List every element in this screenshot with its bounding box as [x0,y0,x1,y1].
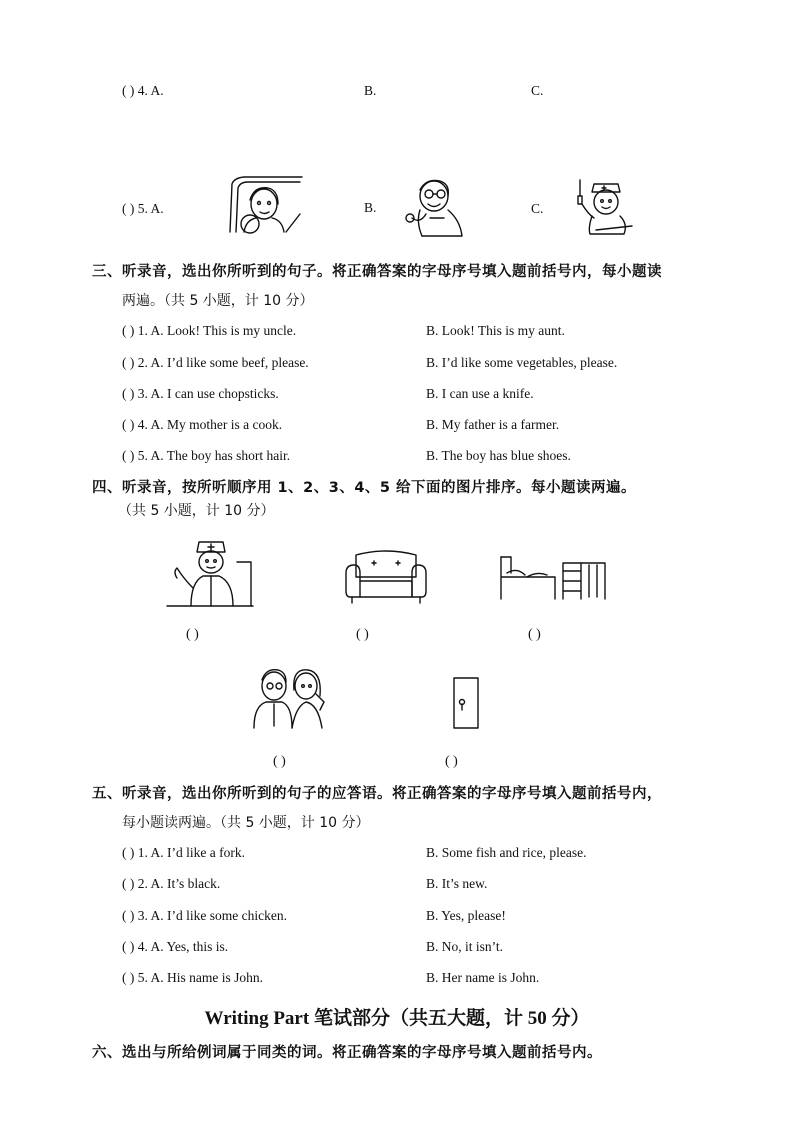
s5-q1-a: ( ) 1. A. I’d like a fork. [122,845,245,860]
s5-q1-b: B. Some fish and rice, please. [426,845,587,860]
driver-icon [226,174,304,234]
order-bracket-1[interactable]: ( ) [186,627,199,642]
s3-q4-a: ( ) 4. A. My mother is a cook. [122,417,283,432]
section-6-heading: 六、选出与所给例词属于同类的词。将正确答案的字母序号填入题前括号内。 [92,1045,602,1061]
s3-q1-b: B. Look! This is my aunt. [426,323,565,338]
s5-q4-a: ( ) 4. A. Yes, this is. [122,939,229,954]
pic-question-5: ( ) 5. A. [122,201,164,216]
order-bracket-3[interactable]: ( ) [528,627,541,642]
s3-q1-a: ( ) 1. A. Look! This is my uncle. [122,323,297,338]
s3-q2-a: ( ) 2. A. I’d like some beef, please. [122,355,309,370]
pic-option-b-label: B. [364,200,377,215]
section-4-heading: 四、听录音，按所听顺序用 1、2、3、4、5 给下面的图片排序。每小题读两遍。 [92,480,637,496]
s5-q2-b: B. It’s new. [426,876,488,891]
s3-q2-b: B. I’d like some vegetables, please. [426,355,618,370]
pic-option-c-label: C. [531,201,544,216]
door-icon [452,676,480,730]
nurse-icon [566,176,638,236]
pic-question-4: ( ) 4. A. [122,83,164,98]
couple-icon [248,666,332,730]
sofa-icon [342,545,430,605]
order-bracket-4[interactable]: ( ) [273,754,286,769]
order-bracket-2[interactable]: ( ) [356,627,369,642]
s3-q3-a: ( ) 3. A. I can use chopsticks. [122,386,279,401]
doctor-icon [163,538,255,610]
s5-q5-a: ( ) 5. A. His name is John. [122,970,263,985]
s5-q3-a: ( ) 3. A. I’d like some chicken. [122,908,287,923]
s3-q3-b: B. I can use a knife. [426,386,534,401]
doctor-stethoscope-icon [400,174,468,238]
s5-q3-b: B. Yes, please! [426,908,506,923]
s5-q4-b: B. No, it isn’t. [426,939,504,954]
bedroom-icon [497,553,611,601]
pic-option-b-label: B. [364,83,377,98]
section-5-heading: 五、听录音，选出你所听到的句子的应答语。将正确答案的字母序号填入题前括号内， [92,786,662,802]
order-bracket-5[interactable]: ( ) [445,754,458,769]
s3-q4-b: B. My father is a farmer. [426,417,560,432]
s3-q5-b: B. The boy has blue shoes. [426,448,571,463]
s5-q2-a: ( ) 2. A. It’s black. [122,876,221,891]
writing-part-title: Writing Part 笔试部分（共五大题，计 50 分） [204,1008,590,1029]
s5-q5-b: B. Her name is John. [426,970,540,985]
s3-q5-a: ( ) 5. A. The boy has short hair. [122,448,291,463]
section-4-heading-cont: （共 5 小题，计 10 分） [118,503,275,519]
pic-option-c-label: C. [531,83,544,98]
section-3-heading: 三、听录音，选出你所听到的句子。将正确答案的字母序号填入题前括号内，每小题读 [92,264,662,280]
section-3-heading-cont: 两遍。（共 5 小题，计 10 分） [122,293,314,309]
section-5-heading-cont: 每小题读两遍。（共 5 小题，计 10 分） [122,815,370,831]
